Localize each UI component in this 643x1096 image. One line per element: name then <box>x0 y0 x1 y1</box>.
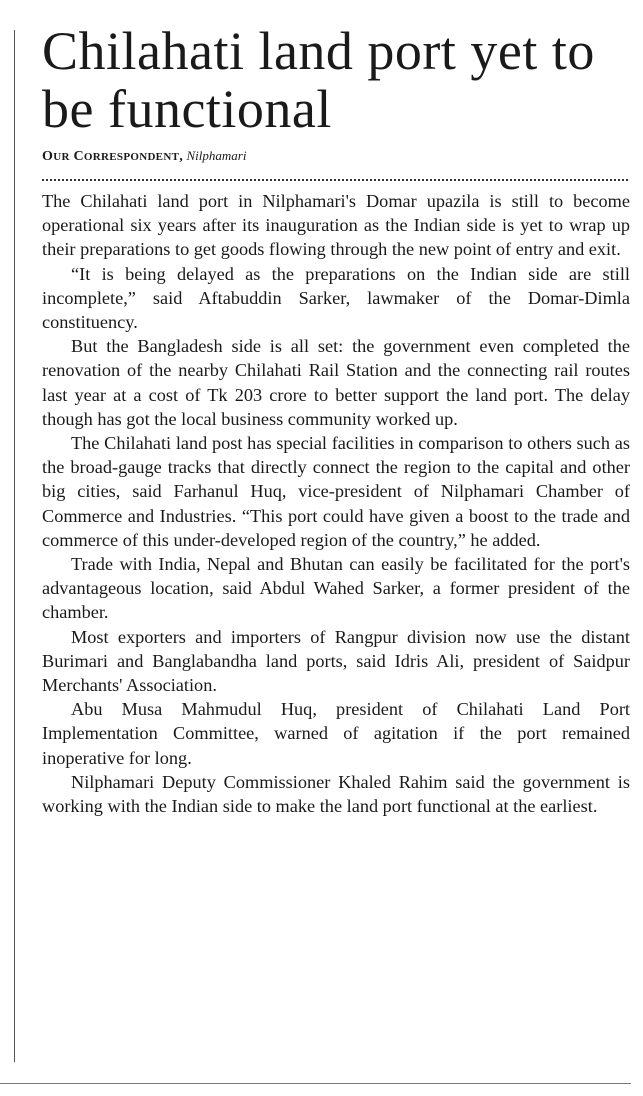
article-paragraph: But the Bangladesh side is all set: the government even completed the renovation of the nearby Chilahati Rail Station and the connecting rail routes last year at a cost of Tk 203 crore to better support the land port. The delay though has got the local business community worked up. <box>42 336 630 429</box>
article-paragraph: Most exporters and importers of Rangpur division now use the distant Burimari and Banglabandha land ports, said Idris Ali, president of Saidpur Merchants' Association. <box>42 626 630 696</box>
article-paragraph: Trade with India, Nepal and Bhutan can easily be facilitated for the port's advantageous location, said Abdul Wahed Sarker, a former president of the chamber. <box>42 554 630 623</box>
article-paragraph: Nilphamari Deputy Commissioner Khaled Rahim said the government is working with the Indian side to make the land port functional at the earliest. <box>42 771 630 817</box>
byline-location: Nilphamari <box>186 148 247 163</box>
article-byline <box>42 148 630 165</box>
article-paragraph: The Chilahati land post has special facilities in comparison to others such as the broad-gauge tracks that directly connect the region to the capital and other big cities, said Farhanul Huq, vice-president of Nilphamari Chamber of Commerce and Industries. “This port could have given a boost to the trade and commerce of this under-developed region of the country,” he added. <box>42 433 630 550</box>
byline-author-part: ORRESPONDENT <box>83 151 180 163</box>
byline-author-part: C <box>69 149 84 164</box>
article-paragraph: The Chilahati land port in Nilphamari's Domar upazila is still to become operational six years after its inauguration as the Indian side is yet to wrap up their preparations to get goods flowing through the new point of entry and exit. <box>42 191 630 260</box>
byline-author-part: , <box>179 149 184 164</box>
byline-author <box>42 149 183 164</box>
byline-divider <box>42 179 628 181</box>
article-paragraph: Abu Musa Mahmudul Huq, president of Chilahati Land Port Implementation Committee, warned of agitation if the port remained inoperative for long. <box>42 699 630 768</box>
column-left-rule <box>14 30 15 1062</box>
article-paragraph: “It is being delayed as the preparations on the Indian side are still incomplete,” said Aftabuddin Sarker, lawmaker of the Domar-Dimla constituency. <box>42 263 630 333</box>
byline-author-part: O <box>42 149 54 164</box>
article-body <box>42 189 630 818</box>
article-headline: Chilahati land port yet to be functional <box>42 21 595 139</box>
news-article <box>42 22 630 818</box>
column-bottom-rule <box>0 1083 631 1084</box>
byline-author-part: UR <box>53 151 70 163</box>
